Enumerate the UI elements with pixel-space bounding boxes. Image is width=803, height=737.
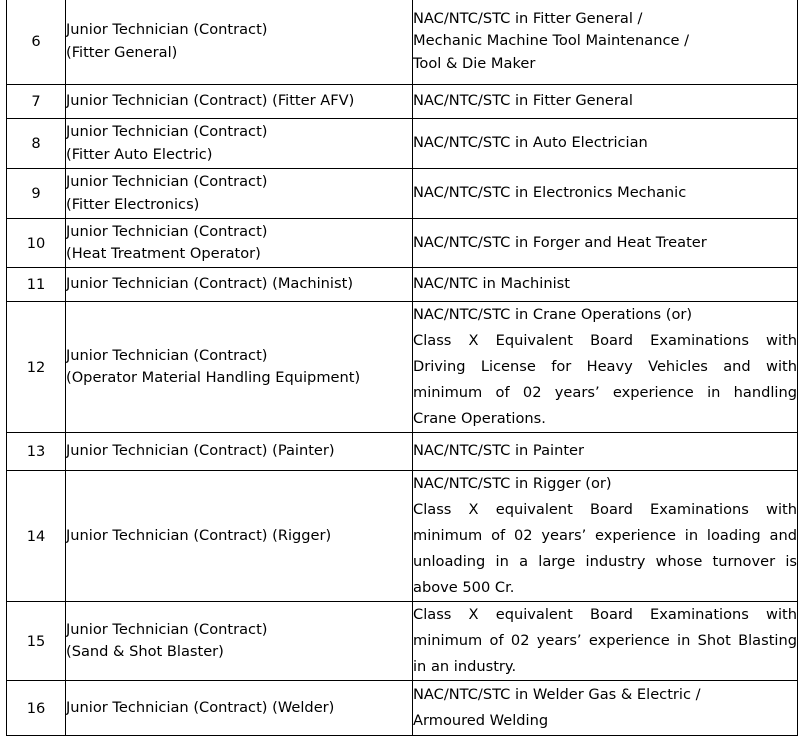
qualification bbox=[413, 471, 798, 602]
serial-number: 14 bbox=[7, 471, 66, 602]
post-name bbox=[66, 219, 413, 268]
post-name bbox=[66, 268, 413, 302]
serial-number: 11 bbox=[7, 268, 66, 302]
post-line: (Fitter Auto Electric) bbox=[66, 145, 213, 163]
post-line: (Heat Treatment Operator) bbox=[66, 245, 261, 262]
qualification-line: minimum of 02 years’ experience in Shot Blasting bbox=[413, 632, 797, 649]
post-line: Junior Technician (Contract) (Rigger) bbox=[66, 526, 332, 544]
post-line: Junior Technician (Contract) bbox=[66, 21, 268, 38]
table-row bbox=[7, 471, 798, 602]
post-line: (Sand & Shot Blaster) bbox=[66, 643, 224, 660]
qualification-line: NAC/NTC/STC in Fitter General / bbox=[413, 9, 643, 27]
table-row bbox=[7, 219, 798, 268]
table-row bbox=[7, 0, 798, 85]
serial-number: 7 bbox=[7, 85, 66, 119]
qualification bbox=[413, 681, 798, 736]
qualification-line: NAC/NTC/STC in Painter bbox=[413, 442, 585, 460]
qualification bbox=[413, 0, 798, 85]
serial-number: 10 bbox=[7, 219, 66, 268]
serial-number: 16 bbox=[7, 681, 66, 736]
post-line: Junior Technician (Contract) bbox=[66, 123, 268, 140]
qualification-line: Driving License for Heavy Vehicles and with bbox=[413, 358, 797, 375]
table-row bbox=[7, 433, 798, 471]
qualification-line: unloading in a large industry whose turnover is bbox=[413, 553, 797, 570]
post-name bbox=[66, 119, 413, 169]
table-row bbox=[7, 85, 798, 119]
post-line: (Operator Material Handling Equipment) bbox=[66, 369, 361, 386]
table-row bbox=[7, 119, 798, 169]
qualification bbox=[413, 85, 798, 119]
post-line: Junior Technician (Contract) (Welder) bbox=[66, 698, 335, 716]
qualification-line: NAC/NTC/STC in Electronics Mechanic bbox=[413, 184, 687, 202]
table-row bbox=[7, 681, 798, 736]
qualification-line: minimum of 02 years’ experience in handling bbox=[413, 384, 797, 401]
qualification bbox=[413, 119, 798, 169]
qualification bbox=[413, 169, 798, 219]
qualification-line: NAC/NTC/STC in Crane Operations (or) bbox=[413, 306, 693, 323]
post-line: Junior Technician (Contract) bbox=[66, 620, 268, 638]
post-line: Junior Technician (Contract) bbox=[66, 173, 268, 190]
post-name bbox=[66, 681, 413, 736]
qualification-line: Class X equivalent Board Examinations with bbox=[413, 606, 797, 623]
table-row bbox=[7, 169, 798, 219]
qualification-line: Armoured Welding bbox=[413, 712, 549, 729]
serial-number: 6 bbox=[7, 0, 66, 85]
qualification-line: above 500 Cr. bbox=[413, 579, 515, 596]
qualification-line: Crane Operations. bbox=[413, 410, 546, 427]
qualification-line: Tool & Die Maker bbox=[413, 54, 536, 72]
serial-number: 12 bbox=[7, 302, 66, 433]
post-name bbox=[66, 602, 413, 681]
qualification-line: NAC/NTC/STC in Rigger (or) bbox=[413, 475, 612, 492]
qualification-line: NAC/NTC/STC in Fitter General bbox=[413, 92, 633, 110]
qualification-line: Class X equivalent Board Examinations with bbox=[413, 501, 797, 518]
qualification bbox=[413, 268, 798, 302]
qualification bbox=[413, 302, 798, 433]
post-line: (Fitter Electronics) bbox=[66, 195, 200, 213]
qualification-line: NAC/NTC/STC in Auto Electrician bbox=[413, 134, 648, 152]
post-name bbox=[66, 471, 413, 602]
qualification-line: in an industry. bbox=[413, 658, 517, 675]
qualification bbox=[413, 219, 798, 268]
post-name bbox=[66, 85, 413, 119]
table-row bbox=[7, 268, 798, 302]
post-line: (Fitter General) bbox=[66, 43, 178, 61]
qualification-line: NAC/NTC/STC in Welder Gas & Electric / bbox=[413, 686, 701, 703]
serial-number: 8 bbox=[7, 119, 66, 169]
qualification-line: NAC/NTC in Machinist bbox=[413, 275, 570, 293]
post-line: Junior Technician (Contract) (Fitter AFV) bbox=[66, 92, 355, 110]
post-line: Junior Technician (Contract) (Painter) bbox=[66, 442, 335, 460]
table-row bbox=[7, 602, 798, 681]
table-row bbox=[7, 302, 798, 433]
post-line: Junior Technician (Contract) bbox=[66, 222, 268, 240]
qualification bbox=[413, 602, 798, 681]
qualification-line: Mechanic Machine Tool Maintenance / bbox=[413, 32, 690, 50]
post-name bbox=[66, 0, 413, 85]
post-name bbox=[66, 433, 413, 471]
post-line: Junior Technician (Contract) (Machinist) bbox=[66, 275, 354, 293]
serial-number: 15 bbox=[7, 602, 66, 681]
post-name bbox=[66, 302, 413, 433]
post-name bbox=[66, 169, 413, 219]
qualification bbox=[413, 433, 798, 471]
post-line: Junior Technician (Contract) bbox=[66, 346, 268, 364]
serial-number: 13 bbox=[7, 433, 66, 471]
serial-number: 9 bbox=[7, 169, 66, 219]
eligibility-table bbox=[6, 0, 798, 736]
qualification-line: Class X Equivalent Board Examinations with bbox=[413, 332, 797, 349]
qualification-line: NAC/NTC/STC in Forger and Heat Treater bbox=[413, 233, 707, 251]
qualification-line: minimum of 02 years’ experience in loading and bbox=[413, 527, 797, 544]
